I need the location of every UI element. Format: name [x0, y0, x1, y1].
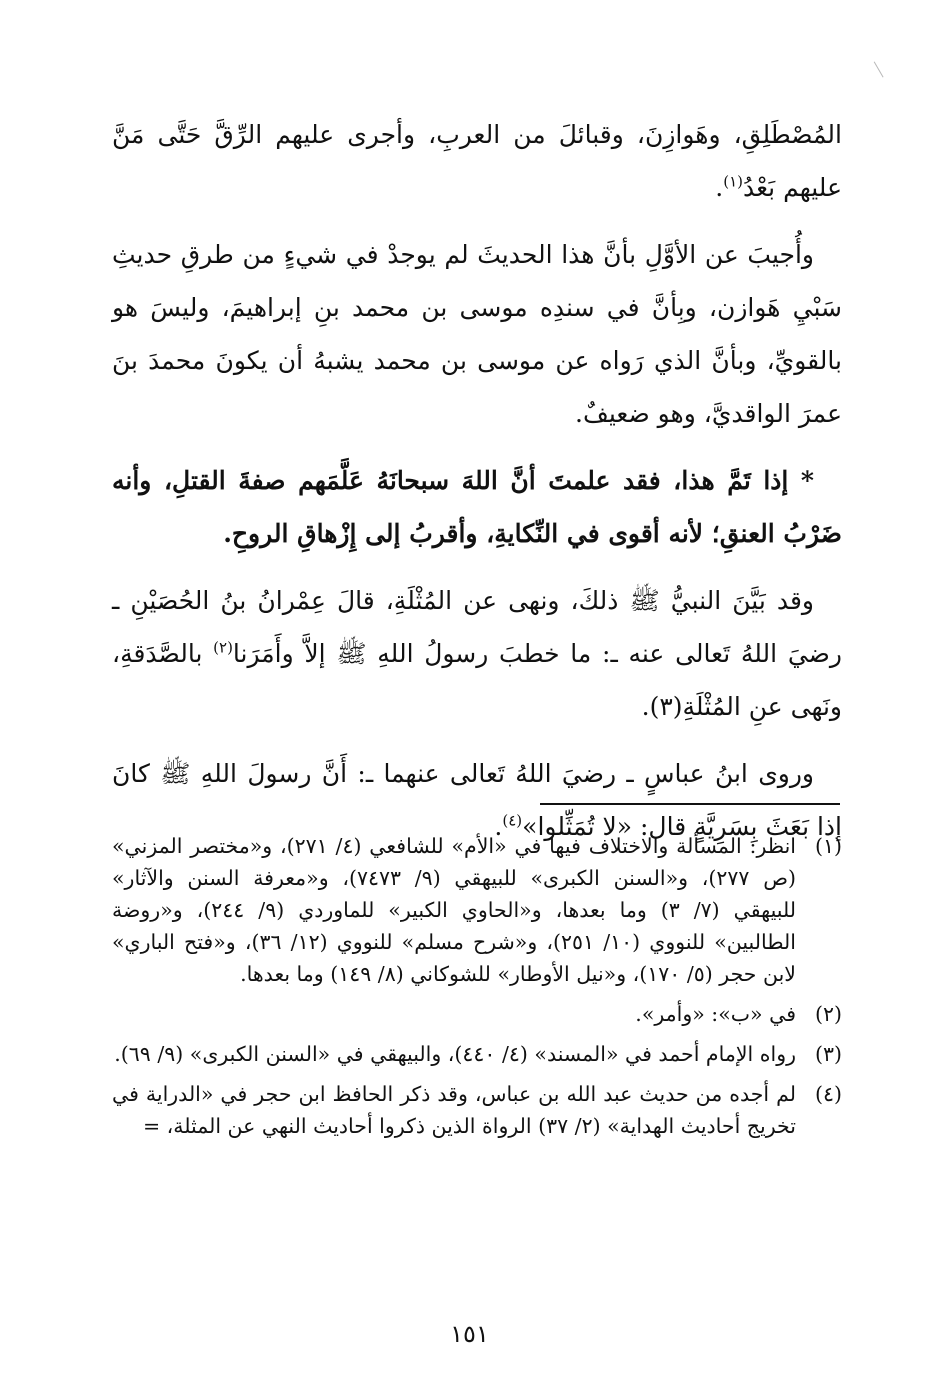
paragraph-tail: . — [715, 173, 724, 202]
paragraph-tail: بالصَّدَقةِ، ونَهى عنِ المُثْلَةِ(٣). — [112, 639, 842, 721]
footnote — [112, 1078, 842, 1142]
footnote-text: انظر: المسألة والاختلاف فيها في «الأم» للشافعي (٤/ ٢٧١)، و«مختصر المزني» (ص ٢٧٧)، و«السنن الكبرى» للبيهقي (٩/ ٧٤٧٣)، و«معرفة السنن والآثار» للبيهقي (٧/ ٣) وما بعدها، و«الحاوي الكبير» للماوردي (٩/ ٢٤٤)، و«روضة الطالبين» للنووي (١٠/ ٢٥١)، و«شرح مسلم» للنووي (١٢/ ٣٦)، و«فتح الباري» لابن حجر (٥/ ١٧٠)، و«نيل الأوطار» للشوكاني (٨/ ١٤٩) وما بعدها. — [112, 834, 796, 986]
footnote-ref[interactable]: (٢) — [213, 638, 233, 657]
main-text — [112, 108, 842, 867]
footnote-text: لم أجده من حديث عبد الله بن عباس، وقد ذكر الحافظ ابن حجر في «الدراية في تخريج أحاديث الهداية» (٢/ ٣٧) الرواة الذين ذكروا أحاديث النهي عن المثلة، = — [112, 1082, 796, 1138]
footnote — [112, 830, 842, 990]
paragraph-text: وقد بَيَّنَ النبيُّ ﷺ ذلكَ، ونهى عن المُثْلَةِ، قالَ عِمْرانُ بنُ الحُصَيْنِ ـ رضيَ اللهُ تَعالى عنه ـ: ما خطبَ رسولُ اللهِ ﷺ إلاَّ وأَمَرَنا — [112, 586, 842, 668]
footnote-number: (٣) — [814, 1042, 842, 1066]
footnote-ref[interactable]: (١) — [723, 172, 743, 191]
footnote-number: (٤) — [814, 1082, 842, 1106]
footnote-number: (٢) — [814, 1002, 842, 1026]
paragraph-text: المُصْطَلِقِ، وهَوازِنَ، وقبائلَ من العربِ، وأجرى عليهم الرِّقَّ حَتَّى مَنَّ عليهم بَعْدُ — [112, 120, 842, 202]
footnote-text: في «ب»: «وأمر». — [635, 1002, 796, 1026]
footnote — [112, 998, 842, 1030]
paragraph-text: * إذا تَمَّ هذا، فقد علمتَ أنَّ اللهَ سبحانَهُ عَلَّمَهم صفةَ القتلِ، وأنه ضَرْبُ العنقِ؛ لأنه أقوى في النِّكايةِ، وأقربُ إلى إِزْهاقِ الروحِ. — [112, 466, 842, 548]
paragraph-text: وأُجيبَ عن الأوَّلِ بأنَّ هذا الحديثَ لم يوجدْ في شيءٍ من طرقِ حديثِ سَبْيِ هَوازن، وبِأنَّ في سندِه موسى بن محمد بنِ إبراهيمَ، وليسَ هو بالقويِّ، وبأنَّ الذي رَواه عن موسى بن محمد يشبهُ أن يكونَ محمدَ بنَ عمرَ الواقديَّ، وهو ضعيفٌ. — [112, 240, 842, 428]
paragraph — [112, 454, 842, 560]
footnote-ref[interactable]: (٤) — [502, 811, 523, 830]
footnote-number: (١) — [814, 834, 842, 858]
paragraph — [112, 228, 842, 440]
footnotes — [112, 830, 842, 1150]
footnote-separator — [540, 803, 840, 805]
scan-mark — [874, 60, 886, 77]
paragraph-text: وروى ابنُ عباسٍ ـ رضيَ اللهُ تَعالى عنهما ـ: أَنَّ رسولَ اللهِ ﷺ كانَ إذا بَعَثَ بِسَرِيَّةٍ قال: «لا تُمَثِّلوا» — [112, 759, 842, 841]
paragraph-tail: . — [494, 812, 503, 841]
footnote — [112, 1038, 842, 1070]
footnote-text: رواه الإمام أحمد في «المسند» (٤/ ٤٤٠)، والبيهقي في «السنن الكبرى» (٩/ ٦٩). — [114, 1042, 796, 1066]
page-number: ١٥١ — [450, 1320, 489, 1348]
paragraph — [112, 108, 842, 214]
paragraph — [112, 574, 842, 733]
